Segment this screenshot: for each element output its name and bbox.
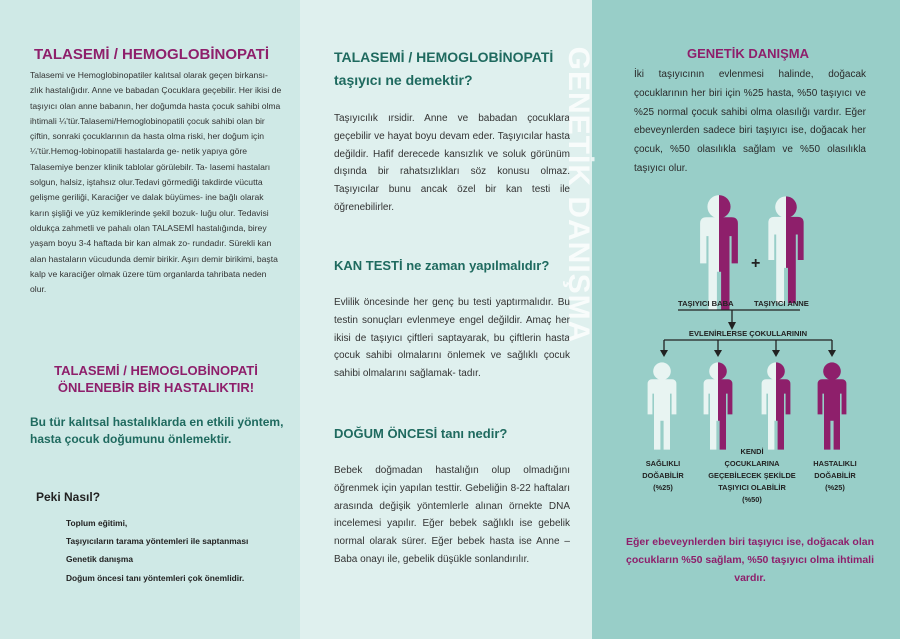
blood-test-description: Evlilik öncesinde her genç bu testi yaptırmalıdır. Bu testin sonuçları evlenmeye engel değildir. Amaç her ikisi de taşıyıcı çiftleri saptayarak, bu çiftlerin hasta çocuk sahibi olmalarını önlemek ve sağlıklı çocuk sahibi olmalarını sağlamak- tadır. — [334, 297, 570, 380]
sick-outcome — [804, 458, 866, 494]
preventable-heading-line2: ÖNLENEBİR BİR HASTALIKTIR! — [57, 380, 255, 395]
carrier-outcome-line: TAŞIYICI OLABİLİR — [718, 483, 786, 492]
healthy-outcome-line: SAĞLIKLI — [645, 459, 681, 468]
father-figure — [700, 195, 738, 309]
blood-test-heading: KAN TESTİ ne zaman yapılmalıdır? — [334, 258, 550, 273]
carrier-outcome-line: GEÇEBİLECEK ŞEKİLDE — [708, 471, 796, 480]
single-carrier-note: Eğer ebeveynlerden biri taşıyıcı ise, doğacak olan çocukların %50 sağlam, %50 taşıyıcı olma ihtimali vardır. — [625, 536, 875, 584]
sick-outcome-line: HASTALIKLI — [813, 459, 857, 468]
carrier-child-figure-2 — [762, 362, 791, 449]
carrier-mother-label: TAŞIYICI ANNE — [754, 299, 809, 308]
how-list — [66, 518, 248, 591]
carrier-father-label: TAŞIYICI BABA — [678, 299, 734, 308]
sick-outcome-line: DOĞABİLİR — [814, 471, 856, 480]
children-heading: EVLENİRLERSE ÇOKULLARININ — [688, 329, 808, 338]
carrier-outcome-line: ÇOCUKLARINA — [724, 459, 780, 468]
carrier-title-line1: TALASEMİ / HEMOGLOBİNOPATİ — [334, 49, 554, 65]
healthy-outcome — [638, 458, 688, 494]
plus-sign: + — [751, 255, 761, 272]
prenatal-heading: DOĞUM ÖNCESİ tanı nedir? — [334, 426, 508, 441]
thalassemia-description: Talasemi ve Hemoglobinopatiler kalıtsal olarak geçen birkansı- zlık hastalığıdır. Anne ve babadan Çocuklara geçebilir. Her ikisi de taşıyıcı olan anne babanın, her doğumda hasta çocuk sahibi olma ihtimali ¼'tür.Talasemi/Hemoglobinopatili çocuk sahibi olan bir çiftin, sonraki çocuklarının da hasta olma riski, her doğum için ¼'tür.Hemog-lobinopatili hastalarda ge- netik yapıya göre Talasemiye benzer klinik tablolar görülebilr. Ta- lasemi hastaları solgun, halsiz, iştahsız olur.Tedavi görmediği takdirde vücutta gelişme geriliği, Karaciğer ve dalak büyümes- ine bağlı olarak karın şişliği ve yüz kemiklerinde şekil bozuk- luğu olur. Tedavisi oldukça zahmetli ve pahalı olan TALASEMİ hastalığında, birey yaşam boyu 3-4 haftada bir kan almak zo- rundadır. Sürekli kan alan hastaların vücudunda demir birikir. Aşırı demir birikimi, başta kalp ve karaciğer olmak üzere tüm organlarda tahribata neden olur. — [30, 70, 282, 295]
mother-figure — [768, 196, 803, 303]
preventable-heading-line1: TALASEMİ / HEMOGLOBİNOPATİ — [54, 363, 258, 378]
genetic-counseling-title: GENETİK DANIŞMA — [686, 46, 810, 61]
healthy-outcome-line: (%25) — [653, 483, 673, 492]
prevention-emphasis: Bu tür kalıtsal hastalıklarda en etkili yöntem, hasta çocuk doğumunu önlemektir. — [30, 415, 284, 446]
list-item: Taşıyıcıların tarama yöntemleri ile saptanması — [66, 536, 249, 547]
carrier-outcome-line: (%50) — [742, 495, 762, 504]
prenatal-description: Bebek doğmadan hastalığın olup olmadığını öğrenmek için yapılan testtir. Gebeliğin 8-22 haftaları arasında değişik yöntemlerle alınan örnekte DNA incelemesi yapılır. Eğer bebek sağlıklı ise gebelik normal olarak sürer. Eğer bebek hasta ise Anne – Baba onayı ile, gebelik düşükle sonlandırılır. — [334, 465, 570, 565]
carrier-outcome-line: KENDİ — [740, 447, 764, 456]
thalassemia-title: TALASEMİ / HEMOGLOBİNOPATİ — [34, 46, 269, 63]
left-panel — [0, 0, 300, 639]
healthy-outcome-line: DOĞABİLİR — [642, 471, 684, 480]
sick-outcome-line: (%25) — [825, 483, 845, 492]
vertical-title: GENETİK DANIŞMA — [562, 46, 595, 344]
preventable-heading — [30, 362, 282, 396]
carrier-title — [334, 46, 553, 92]
carrier-description: Taşıyıcılık ırsidir. Anne ve babadan çocuklara geçebilir ve hayat boyu devam eder. Taşıyıcılar hasta değildir. Hafif derecede kansızlık ve soluk görünüm dışında bir rahatsızlıkları söz konusu olmaz. Taşıyıcılar bunu ancak özel bir kan testi ile öğrenebilirler. — [334, 113, 570, 213]
carrier-title-line2: taşıyıcı ne demektir? — [334, 72, 473, 88]
how-title: Peki Nasıl? — [36, 490, 101, 504]
healthy-child-figure — [648, 362, 677, 449]
sick-child-figure — [818, 362, 847, 449]
list-item: Toplum eğitimi, — [66, 518, 128, 528]
carrier-child-figure — [704, 362, 733, 449]
genetic-counseling-description: İki taşıyıcının evlenmesi halinde, doğacak çocuklarının her biri için %25 hasta, %50 taşıyıcı ve %25 normal çocuk sahibi olma olasılığı vardır. Eğer ebeveynlerden sadece biri taşıyıcı ise, doğacak her çocuk, %50 olasılıkla sağlam ve %50 olasılıkla taşıyıcı olur. — [634, 69, 866, 174]
carrier-outcome — [702, 446, 802, 506]
list-item: Genetik danışma — [66, 554, 134, 565]
list-item: Doğum öncesi tanı yöntemleri çok önemlidir. — [66, 572, 245, 583]
